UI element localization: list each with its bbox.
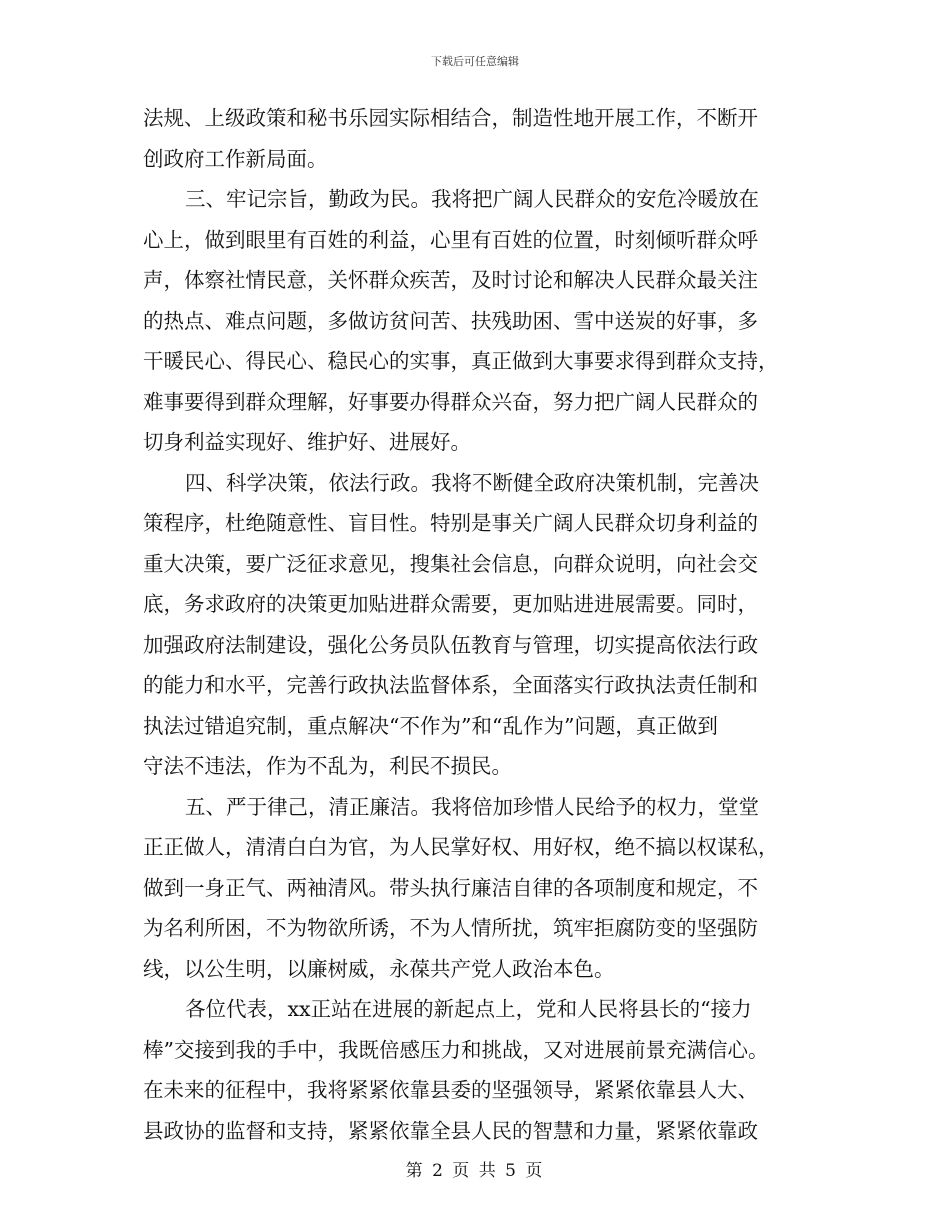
text-line: 守法不违法，作为不乱为，利民不损民。 [143, 754, 512, 778]
page-footer: 第 2 页 共 5 页 [405, 1161, 545, 1181]
text-line: 线，以公生明，以廉树威，永葆共产党人政治本色。 [143, 956, 615, 981]
text-line: 四、科学决策，依法行政。我将不断健全政府决策机制，完善决 [185, 470, 759, 495]
text-line: 正正做人，清清白白为官，为人民掌好权、用好权，绝不搞以权谋私， [143, 835, 779, 859]
text-line: 策程序，杜绝随意性、盲目性。特别是事关广阔人民群众切身利益的 [143, 511, 758, 535]
text-line: 的能力和水平，完善行政执法监督体系，全面落实行政执法责任制和 [143, 673, 758, 697]
text-line: 执法过错追究制，重点解决“不作为”和“乱作为”问题，真正做到 [143, 713, 718, 738]
document-body [143, 98, 803, 1151]
text-line: 的热点、难点问题，多做访贫问苦、扶残助困、雪中送炭的好事，多 [143, 308, 758, 333]
text-line: 切身利益实现好、维护好、进展好。 [143, 430, 471, 454]
text-line: 干暖民心、得民心、稳民心的实事，真正做到大事要求得到群众支持， [143, 349, 779, 373]
text-line: 法规、上级政策和秘书乐园实际相结合，制造性地开展工作，不断开 [143, 106, 758, 130]
text-line: 棒”交接到我的手中，我既倍感压力和挑战，又对进展前景充满信心。 [143, 1037, 769, 1062]
page-header: 下载后可任意编辑 [431, 55, 519, 68]
text-line: 县政协的监督和支持，紧紧依靠全县人民的智慧和力量，紧紧依靠政 [143, 1118, 758, 1143]
text-line: 心上，做到眼里有百姓的利益，心里有百姓的位置，时刻倾听群众呼 [143, 227, 758, 252]
text-line: 各位代表，xx正站在进展的新起点上，党和人民将县长的“接力 [185, 997, 752, 1021]
text-line: 为名利所困，不为物欲所诱，不为人情所扰，筑牢拒腐防变的坚强防 [143, 916, 758, 940]
text-line: 加强政府法制建设，强化公务员队伍教育与管理，切实提高依法行政 [143, 632, 758, 657]
text-line: 声，体察社情民意，关怀群众疾苦，及时讨论和解决人民群众最关注 [143, 268, 758, 292]
text-line: 五、严于律己，清正廉洁。我将倍加珍惜人民给予的权力，堂堂 [185, 794, 759, 819]
text-line: 创政府工作新局面。 [143, 146, 328, 171]
text-line: 难事要得到群众理解，好事要办得群众兴奋，努力把广阔人民群众的 [143, 389, 758, 414]
text-line: 在未来的征程中，我将紧紧依靠县委的坚强领导，紧紧依靠县人大、 [143, 1078, 758, 1102]
text-line: 重大决策，要广泛征求意见，搜集社会信息，向群众说明，向社会交 [143, 551, 758, 576]
text-line: 做到一身正气、两袖清风。带头执行廉洁自律的各项制度和规定，不 [143, 875, 758, 900]
text-line: 底，务求政府的决策更加贴进群众需要，更加贴进进展需要。同时， [143, 592, 758, 616]
text-line: 三、牢记宗旨，勤政为民。我将把广阔人民群众的安危冷暖放在 [185, 187, 759, 211]
